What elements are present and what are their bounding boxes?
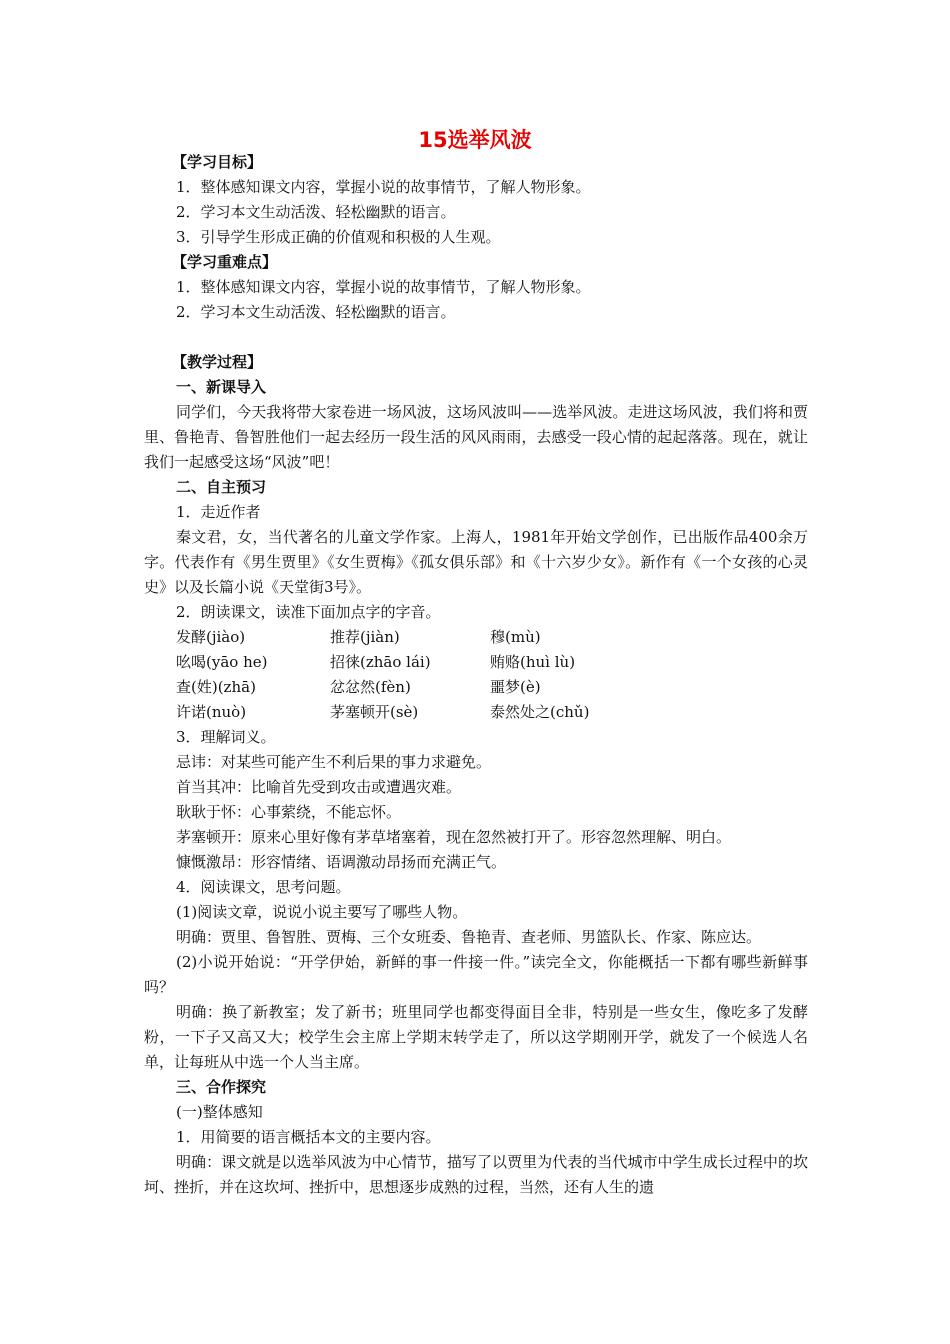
- word-entry: 许诺(nuò): [176, 703, 247, 721]
- question: (2)小说开始说：“开学伊始，新鲜的事一件接一件。”读完全文，你能概括一下都有哪些新鲜事吗？: [144, 953, 808, 996]
- goal-item: 2．学习本文生动活泼、轻松幽默的语言。: [176, 203, 456, 221]
- list-item: 2．朗读课文，读准下面加点字的字音。: [176, 603, 441, 621]
- definition-item: 忌讳：对某些可能产生不利后果的事力求避免。: [176, 753, 492, 771]
- definition-item: 茅塞顿开：原来心里好像有茅草堵塞着，现在忽然被打开了。形容忽然理解、明白。: [176, 828, 732, 846]
- answer: 明确：换了新教室；发了新书；班里同学也都变得面目全非，特别是一些女生，像吃多了发酵粉，一下子又高又大；校学生会主席上学期末转学走了，所以这学期刚开学，就发了一个候选人名单，让每班从中选一个人当主席。: [144, 1003, 808, 1071]
- word-entry: 查(姓)(zhā): [176, 678, 256, 696]
- word-entry: 噩梦(è): [490, 678, 541, 696]
- definition-item: 耿耿于怀：心事萦绕，不能忘怀。: [176, 803, 402, 821]
- section-heading: 一、新课导入: [176, 378, 267, 396]
- question: (1)阅读文章，说说小说主要写了哪些人物。: [176, 903, 468, 921]
- answer: 明确：贾里、鲁智胜、贾梅、三个女班委、鲁艳青、查老师、男篮队长、作家、陈应达。: [176, 928, 762, 946]
- word-entry: 穆(mù): [490, 628, 541, 646]
- word-entry: 贿赂(huì lù): [490, 653, 576, 671]
- goals-heading: 【学习目标】: [172, 153, 263, 171]
- subsection-heading: (一)整体感知: [176, 1103, 263, 1121]
- definition-item: 首当其冲：比喻首先受到攻击或遭遇灾难。: [176, 778, 462, 796]
- goal-item: 1．整体感知课文内容，掌握小说的故事情节，了解人物形象。: [176, 178, 591, 196]
- process-heading: 【教学过程】: [172, 353, 263, 371]
- word-entry: 招徕(zhāo lái): [330, 653, 431, 671]
- list-item: 1．走近作者: [176, 503, 261, 521]
- list-item: 1．用简要的语言概括本文的主要内容。: [176, 1128, 441, 1146]
- word-entry: 吆喝(yāo he): [176, 653, 268, 671]
- key-point-item: 2．学习本文生动活泼、轻松幽默的语言。: [176, 303, 456, 321]
- answer: 明确：课文就是以选举风波为中心情节，描写了以贾里为代表的当代城市中学生成长过程中的坎坷、挫折，并在这坎坷、挫折中，思想逐步成熟的过程，当然，还有人生的遗: [144, 1153, 808, 1196]
- pronunciation-table: [144, 625, 808, 725]
- word-entry: 推荐(jiàn): [330, 628, 400, 646]
- list-item: 4．阅读课文，思考问题。: [176, 878, 351, 896]
- word-entry: 泰然处之(chǔ): [490, 703, 590, 721]
- goal-item: 3．引导学生形成正确的价值观和积极的人生观。: [176, 228, 501, 246]
- key-point-item: 1．整体感知课文内容，掌握小说的故事情节，了解人物形象。: [176, 278, 591, 296]
- intro-paragraph: 同学们，今天我将带大家卷进一场风波，这场风波叫——选举风波。走进这场风波，我们将和贾里、鲁艳青、鲁智胜他们一起去经历一段生活的风风雨雨，去感受一段心情的起起落落。现在，就让我们一起感受这场“风波”吧！: [144, 403, 808, 471]
- page-title: 15选举风波: [418, 128, 532, 152]
- word-entry: 发酵(jiào): [176, 628, 246, 646]
- author-paragraph: 秦文君，女，当代著名的儿童文学作家。上海人，1981年开始文学创作，已出版作品400余万字。代表作有《男生贾里》《女生贾梅》《孤女俱乐部》和《十六岁少女》。新作有《一个女孩的心灵史》以及长篇小说《天堂街3号》。: [144, 528, 808, 596]
- section-heading: 二、自主预习: [176, 478, 267, 496]
- key-points-heading: 【学习重难点】: [172, 253, 278, 271]
- word-entry: 茅塞顿开(sè): [330, 703, 419, 721]
- word-entry: 忿忿然(fèn): [330, 678, 411, 696]
- list-item: 3．理解词义。: [176, 728, 276, 746]
- section-heading: 三、合作探究: [176, 1078, 267, 1096]
- document-body: [144, 150, 808, 1200]
- definition-item: 慷慨激昂：形容情绪、语调激动昂扬而充满正气。: [176, 853, 507, 871]
